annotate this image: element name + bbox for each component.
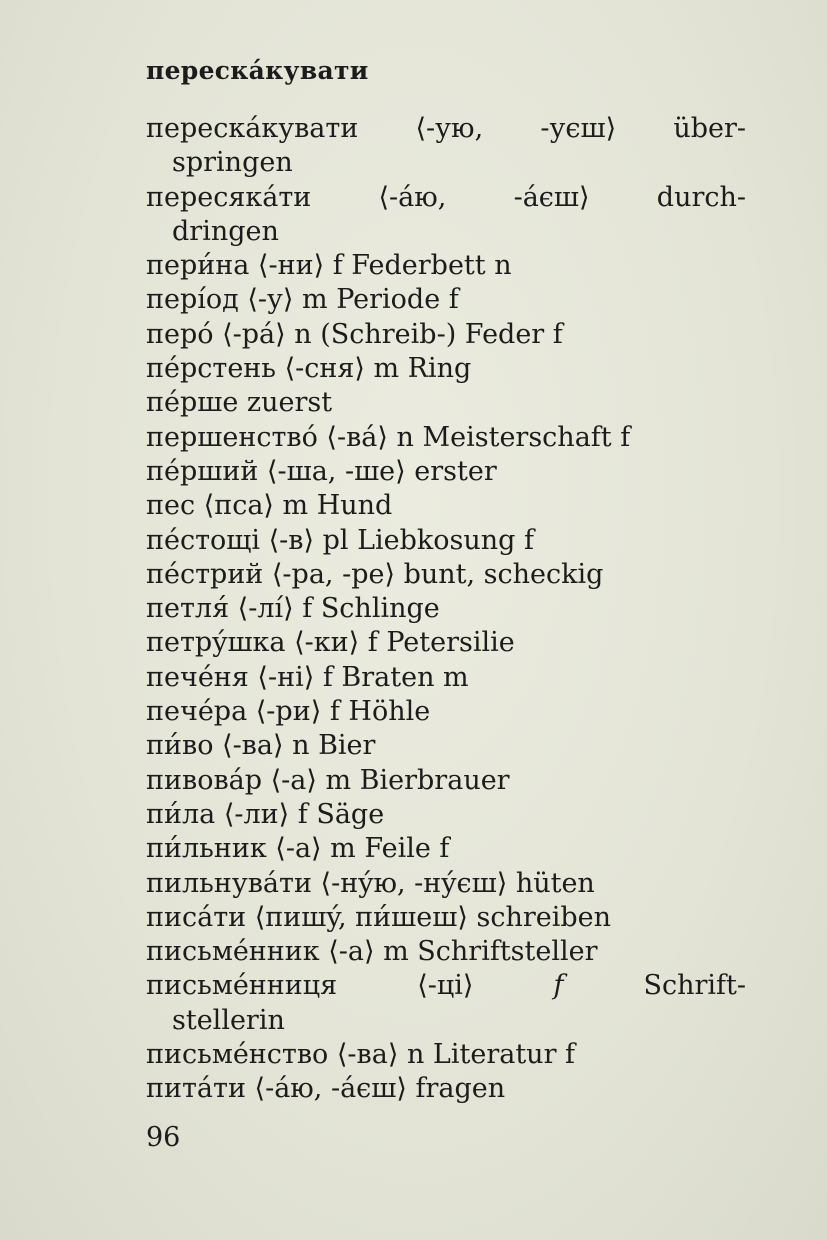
- dictionary-entry: пéрше zuerst: [146, 387, 333, 419]
- entry-continuation: dringen: [172, 215, 279, 247]
- dictionary-entry: петрýшка ⟨-ки⟩ f Petersilie: [146, 627, 515, 659]
- dictionary-entry: пéстощі ⟨-в⟩ pl Liebkosung f: [146, 524, 535, 556]
- dictionary-entry: пи́во ⟨-ва⟩ n Bier: [146, 730, 376, 762]
- dictionary-entry: письмéнство ⟨-ва⟩ n Literatur f: [146, 1039, 576, 1071]
- dictionary-entry: перó ⟨-рá⟩ n (Schreib-) Feder f: [146, 318, 563, 350]
- entry-list: [146, 112, 746, 1107]
- dictionary-entry: письмéнник ⟨-а⟩ m Schriftsteller: [146, 936, 598, 968]
- dictionary-entry: пивовáр ⟨-а⟩ m Bierbrauer: [146, 764, 510, 796]
- entry-continuation: stellerin: [172, 1004, 285, 1036]
- dictionary-entry: [146, 181, 746, 250]
- grammar-note: -áєш⟩: [513, 181, 590, 213]
- grammar-note: -уєш⟩: [540, 113, 617, 144]
- headword: письмéнниця: [146, 970, 338, 1002]
- gender-marker: f: [553, 970, 564, 1002]
- dictionary-entry: першенствó ⟨-вá⟩ n Meisterschaft f: [146, 421, 631, 453]
- dictionary-entry: пес ⟨пса⟩ m Hund: [146, 490, 393, 522]
- grammar-note: ⟨-ую,: [415, 113, 484, 144]
- dictionary-entry: пи́льник ⟨-а⟩ m Feile f: [146, 833, 450, 865]
- dictionary-entry: [146, 112, 746, 181]
- entry-line: [146, 112, 746, 146]
- dictionary-entry: пéрший ⟨-ша, -ше⟩ erster: [146, 455, 497, 487]
- dictionary-entry: пери́на ⟨-ни⟩ f Federbett n: [146, 250, 512, 282]
- dictionary-entry: писáти ⟨пишý, пи́шеш⟩ schreiben: [146, 901, 612, 933]
- dictionary-entry: [146, 969, 746, 1038]
- dictionary-entry: пéстрий ⟨-ра, -ре⟩ bunt, scheckig: [146, 558, 604, 590]
- grammar-note: ⟨-áю,: [378, 181, 447, 213]
- translation: Schrift-: [643, 970, 746, 1002]
- dictionary-entry: печéра ⟨-ри⟩ f Höhle: [146, 696, 431, 728]
- entry-line: [146, 969, 746, 1003]
- dictionary-entry: питáти ⟨-áю, -áєш⟩ fragen: [146, 1073, 506, 1105]
- headword: пересякáти: [146, 181, 312, 213]
- headword: перескáкувати: [146, 113, 359, 144]
- grammar-note: ⟨-ці⟩: [417, 970, 474, 1002]
- dictionary-entry: перíод ⟨-у⟩ m Periode f: [146, 284, 459, 316]
- dictionary-entry: пи́ла ⟨-ли⟩ f Säge: [146, 798, 385, 830]
- running-head: перескáкувати: [146, 56, 369, 85]
- entry-line: [146, 181, 746, 215]
- dictionary-entry: пéрстень ⟨-сня⟩ m Ring: [146, 353, 472, 385]
- dictionary-entry: пильнувáти ⟨-нýю, -нýєш⟩ hüten: [146, 867, 595, 899]
- translation: durch-: [656, 181, 746, 213]
- page-number: 96: [146, 1122, 181, 1153]
- dictionary-entry: петля́ ⟨-лí⟩ f Schlinge: [146, 593, 440, 625]
- entry-continuation: springen: [172, 147, 293, 179]
- dictionary-entry: печéня ⟨-ні⟩ f Braten m: [146, 661, 469, 693]
- translation: über-: [673, 113, 746, 144]
